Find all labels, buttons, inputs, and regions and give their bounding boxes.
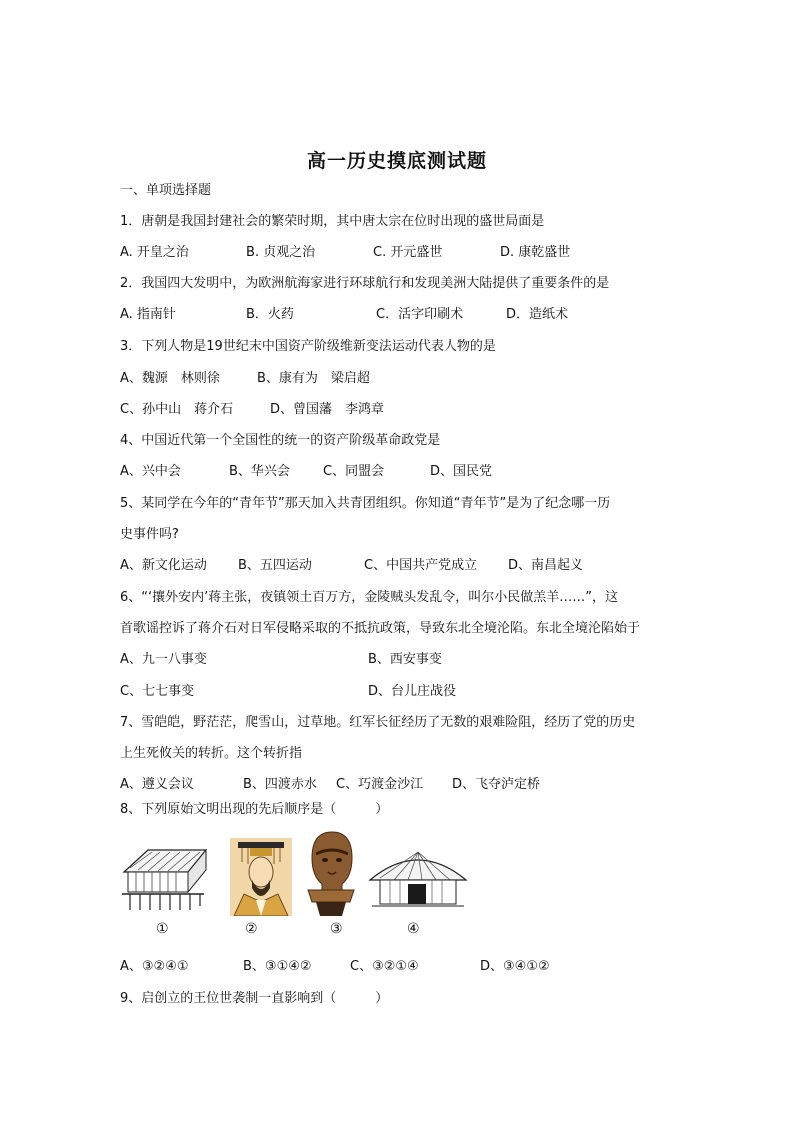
round-hut-image [366,846,470,912]
question-6-option-c[interactable]: C、七七事变 [120,684,195,699]
question-1-option-d[interactable]: D. 康乾盛世 [500,245,571,260]
question-3-option-c[interactable]: C、孙中山 蒋介石 [120,402,234,417]
early-human-bust-image [302,828,360,918]
question-5-stem-line-2: 史事件吗? [120,527,179,542]
question-3-option-d[interactable]: D、曾国藩 李鸿章 [270,402,385,417]
question-6-option-b[interactable]: B、西安事变 [368,652,442,667]
question-4-option-c[interactable]: C、同盟会 [323,464,385,479]
question-8-option-a[interactable]: A、③②④① [120,959,189,974]
image-label-4: ④ [407,921,420,937]
section-heading: 一、单项选择题 [120,183,212,198]
image-label-1: ① [156,921,169,937]
question-2-option-a[interactable]: A. 指南针 [120,307,176,322]
question-2-option-d[interactable]: D．造纸术 [506,307,569,322]
question-5-option-b[interactable]: B、五四运动 [238,558,312,573]
question-1-option-b[interactable]: B. 贞观之治 [246,245,316,260]
image-label-2: ② [245,921,258,937]
emperor-portrait-image [230,838,292,916]
question-2-option-b[interactable]: B．火药 [246,307,294,322]
question-6-stem-line-1: 6、“‘攘外安内’蒋主张，夜镇领土百万方，金陵贼头发乱令，叫尔小民做羔羊……”，这 [120,590,619,605]
question-8-stem: 8、下列原始文明出现的先后顺序是（ ） [120,802,389,817]
question-4-option-a[interactable]: A、兴中会 [120,464,181,479]
question-8-option-c[interactable]: C、③②①④ [350,959,419,974]
question-7-option-c[interactable]: C、巧渡金沙江 [336,777,424,792]
question-6-stem-line-2: 首歌谣控诉了蒋介石对日军侵略采取的不抵抗政策，导致东北全境沦陷。东北全境沦陷始于 [120,621,641,636]
stilt-house-image [118,846,210,914]
question-1-option-a[interactable]: A. 开皇之治 [120,245,189,260]
image-label-3: ③ [330,921,343,937]
question-9-stem: 9、启创立的王位世袭制一直影响到（ ） [120,991,389,1006]
question-7-option-a[interactable]: A、遵义会议 [120,777,194,792]
question-7-option-d[interactable]: D、飞夺泸定桥 [452,777,541,792]
question-1-stem: 1．唐朝是我国封建社会的繁荣时期，其中唐太宗在位时出现的盛世局面是 [120,214,545,229]
question-4-option-b[interactable]: B、华兴会 [229,464,290,479]
question-5-option-c[interactable]: C、中国共产党成立 [364,558,478,573]
question-6-option-d[interactable]: D、台儿庄战役 [368,684,457,699]
question-6-option-a[interactable]: A、九一八事变 [120,652,207,667]
question-5-stem-line-1: 5、某同学在今年的“青年节”那天加入共青团组织。你知道“青年节”是为了纪念哪一历 [120,496,611,511]
question-8-images [118,828,478,918]
question-8-option-d[interactable]: D、③④①② [480,959,550,974]
page-title: 高一历史摸底测试题 [306,150,487,172]
question-3-option-b[interactable]: B、康有为 梁启超 [257,371,370,386]
question-2-stem: 2．我国四大发明中，为欧洲航海家进行环球航行和发现美洲大陆提供了重要条件的是 [120,276,610,291]
question-7-stem-line-1: 7、雪皑皑，野茫茫，爬雪山，过草地。红军长征经历了无数的艰难险阻，经历了党的历史 [120,715,636,730]
question-7-stem-line-2: 上生死攸关的转折。这个转折指 [120,746,303,761]
question-3-stem: 3．下列人物是19世纪末中国资产阶级维新变法运动代表人物的是 [120,339,496,354]
question-7-option-b[interactable]: B、四渡赤水 [243,777,317,792]
question-8-option-b[interactable]: B、③①④② [243,959,312,974]
question-2-option-c[interactable]: C．活字印刷术 [376,307,464,322]
question-3-option-a[interactable]: A、魏源 林则徐 [120,371,220,386]
question-1-option-c[interactable]: C. 开元盛世 [373,245,443,260]
question-4-option-d[interactable]: D、国民党 [430,464,493,479]
question-5-option-a[interactable]: A、新文化运动 [120,558,207,573]
question-5-option-d[interactable]: D、南昌起义 [508,558,584,573]
question-4-stem: 4、中国近代第一个全国性的统一的资产阶级革命政党是 [120,433,441,448]
